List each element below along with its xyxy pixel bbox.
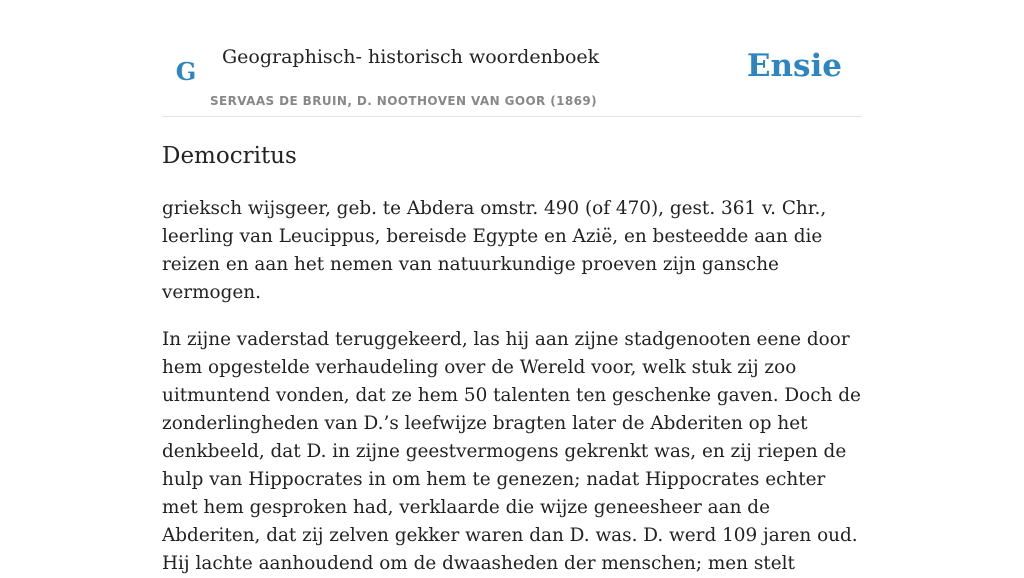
entry-body xyxy=(162,195,862,578)
book-meta: SERVAAS DE BRUIN, D. NOOTHOVEN VAN GOOR (1869) xyxy=(210,94,598,108)
book-title[interactable]: Geographisch- historisch woordenboek xyxy=(222,46,600,68)
paragraph: grieksch wijsgeer, geb. te Abdera omstr. 490 (of 470), gest. 361 v. Chr., leerling van Leucippus, bereisde Egypte en Azië, en besteedde aan die reizen en aan het nemen van natuurkundige proeven zijn gansche vermogen. xyxy=(162,198,827,303)
book-initial-icon[interactable]: G xyxy=(175,56,197,86)
brand-logo[interactable]: Ensie xyxy=(746,48,842,84)
entry-title: Democritus xyxy=(162,143,297,169)
page xyxy=(162,0,862,578)
paragraph: In zijne vaderstad teruggekeerd, las hij aan zijne stadgenooten eene door hem opgestelde verhaudeling over de Wereld voor, welk stuk zij zoo uitmuntend vonden, dat ze hem 50 talenten ten geschenke gaven. Doch de zonderlingheden van D.’s leefwijze bragten later de Abderiten op het denkbeeld, dat D. in zijne geestvermogens gekrenkt was, en zij riepen de hulp van Hippocrates in om hem te genezen; nadat Hippocrates echter met hem gesproken had, verklaarde die wijze geneesheer aan de Abderiten, dat zij zelven gekker waren dan D. was. D. werd 109 jaren oud. Hij lachte aanhoudend om de dwaasheden der menschen; men stelt xyxy=(162,329,861,574)
header xyxy=(162,0,862,117)
